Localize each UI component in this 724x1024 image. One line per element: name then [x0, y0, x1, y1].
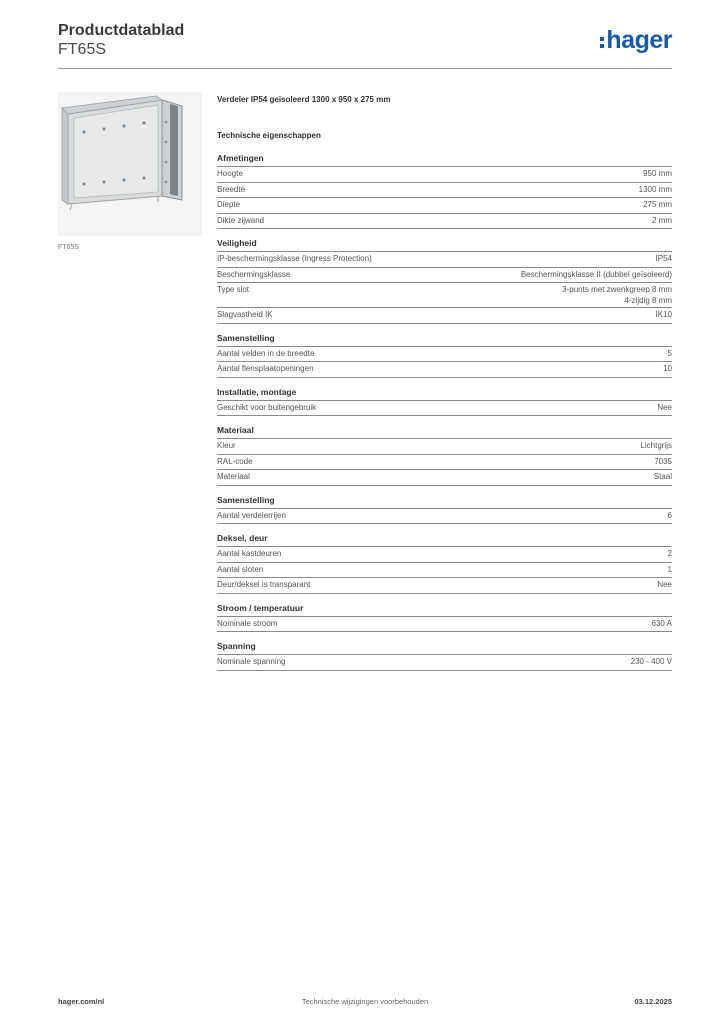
footer-disclaimer: Technische wijzigingen voorbehouden [301, 997, 429, 1006]
spec-value: 230 - 400 V [630, 657, 672, 666]
spec-value: Nee [657, 580, 672, 589]
spec-group-title: Materiaal [217, 425, 672, 439]
spec-label: Deur/deksel is transparant [217, 580, 311, 589]
spec-value: Nee [657, 402, 672, 412]
spec-row [217, 198, 672, 214]
spec-value: 1300 mm [638, 184, 672, 194]
spec-value-line: 4-zijdig 8 mm [624, 296, 672, 305]
spec-value: 950 mm [643, 169, 672, 178]
spec-value: 275 mm [643, 200, 672, 209]
spec-value: 2 mm [652, 215, 672, 225]
spec-label: Beschermingsklasse [217, 269, 291, 279]
spec-value-line: 3-punts met zwenkgreep 8 mm [562, 285, 672, 294]
spec-label: Dikte zijwand [217, 215, 265, 225]
spec-row [217, 470, 672, 486]
spec-value: IP54 [655, 254, 672, 263]
logo-wordmark: hager [606, 26, 672, 54]
spec-row [217, 439, 672, 455]
spec-value: IK10 [655, 310, 672, 319]
spec-value: 5 [667, 348, 672, 358]
spec-row [217, 563, 672, 579]
technical-properties-heading: Technische eigenschappen [217, 131, 321, 140]
spec-value: 1 [667, 564, 672, 574]
spec-content [217, 95, 672, 680]
spec-value: 6 [667, 510, 672, 520]
spec-label: Aantal kastdeuren [217, 549, 282, 558]
product-code: FT65S [58, 41, 107, 58]
spec-row [217, 268, 672, 284]
spec-row [217, 167, 672, 183]
header-divider [58, 68, 672, 69]
spec-value: Beschermingsklasse II (dubbel geïsoleerd) [520, 269, 672, 279]
spec-label: Hoogte [217, 169, 243, 178]
spec-row [217, 455, 672, 471]
spec-value: Staal [653, 472, 672, 481]
spec-group-title: Installatie, montage [217, 387, 672, 401]
spec-label: RAL-code [217, 456, 253, 466]
spec-group-stroom [217, 603, 672, 633]
spec-row [217, 547, 672, 563]
spec-value: 630 A [651, 618, 672, 628]
spec-label: Breedte [217, 184, 246, 194]
product-image [58, 92, 202, 236]
spec-group-title: Spanning [217, 641, 672, 655]
spec-row [217, 509, 672, 525]
spec-label: Aantal flensplaatopeningen [217, 364, 314, 373]
spec-group-afmetingen [217, 153, 672, 229]
spec-label: Nominale spanning [217, 657, 286, 666]
page-header [58, 20, 672, 70]
spec-row [217, 401, 672, 417]
spec-group-deksel-deur [217, 533, 672, 594]
spec-value: 7035 [654, 456, 672, 466]
spec-label: Kleur [217, 441, 236, 450]
spec-value: 2 [667, 549, 672, 558]
footer-website-link[interactable]: hager.com/nl [58, 997, 105, 1006]
product-description: Verdeler IP54 geïsoleerd 1300 x 950 x 275 mm [217, 95, 391, 104]
spec-row [217, 347, 672, 363]
cabinet-illustration-icon [58, 92, 202, 236]
spec-row [217, 252, 672, 268]
spec-group-title: Afmetingen [217, 153, 672, 167]
spec-label: Geschikt voor buitengebruik [217, 402, 317, 412]
spec-row [217, 362, 672, 378]
spec-group-spanning [217, 641, 672, 671]
spec-label: Aantal velden in de breedte [217, 348, 315, 358]
spec-row [217, 214, 672, 230]
spec-group-title: Samenstelling [217, 495, 672, 509]
spec-label: Aantal sloten [217, 564, 264, 574]
spec-row [217, 283, 672, 308]
spec-group-installatie [217, 387, 672, 417]
spec-group-samenstelling [217, 333, 672, 378]
spec-label: Type slot [217, 285, 250, 294]
spec-group-materiaal [217, 425, 672, 486]
spec-value: 10 [663, 364, 672, 373]
spec-label: Aantal verdelerrijen [217, 510, 286, 520]
spec-group-veiligheid [217, 238, 672, 324]
spec-group-title: Deksel, deur [217, 533, 672, 547]
image-caption: FT65S [58, 244, 80, 251]
document-title: Productdatablad [58, 22, 185, 39]
page-footer [58, 997, 672, 1011]
spec-label: Slagvastheid IK [217, 310, 273, 319]
spec-value: Lichtgrijs [640, 441, 672, 450]
logo-dots-icon [600, 37, 604, 48]
spec-row [217, 183, 672, 199]
spec-group-title: Stroom / temperatuur [217, 603, 672, 617]
footer-date: 03.12.2025 [634, 997, 672, 1006]
spec-row [217, 655, 672, 671]
spec-group-samenstelling-2 [217, 495, 672, 525]
spec-row [217, 578, 672, 594]
hager-logo [600, 26, 672, 54]
spec-group-title: Samenstelling [217, 333, 672, 347]
spec-row [217, 308, 672, 324]
spec-label: Materiaal [217, 472, 250, 481]
spec-label: IP-beschermingsklasse (Ingress Protection) [217, 254, 372, 263]
spec-label: Diepte [217, 200, 241, 209]
spec-row [217, 617, 672, 633]
spec-group-title: Veiligheid [217, 238, 672, 252]
spec-value [562, 284, 672, 306]
spec-label: Nominale stroom [217, 618, 278, 628]
